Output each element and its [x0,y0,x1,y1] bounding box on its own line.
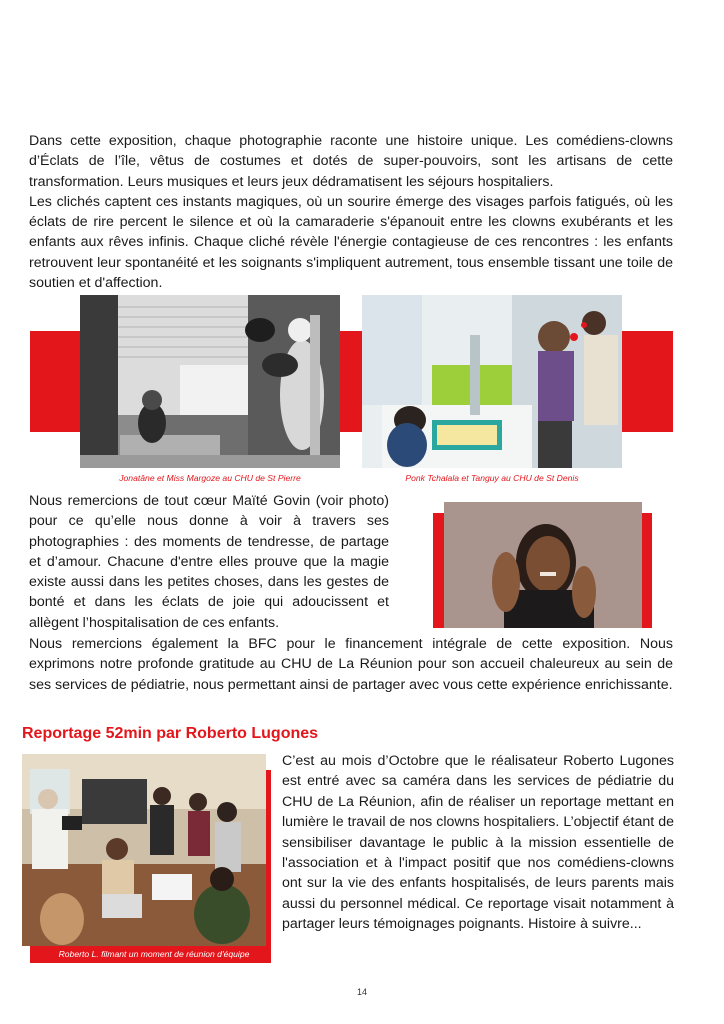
photo-reportage-meeting-image [22,754,266,946]
photo-clowns-st-pierre [80,295,340,468]
caption-left-photo: Jonatâne et Miss Margoze au CHU de St Pierre [119,473,301,483]
intro-paragraph-1: Dans cette exposition, chaque photographie raconte une histoire unique. Les comédiens-clowns d’Éclats de l’île, vêtus de costumes et dotés de super-pouvoirs, sont les artisans de cette transformation. Leurs musiques et leurs jeux dédramatisent les séjours hospitaliers. [29,133,673,190]
red-band-left [30,331,80,432]
photo-clowns-st-denis [362,295,622,468]
photo-maite-govin [444,502,642,628]
photo-reportage-meeting [22,754,266,946]
reportage-paragraph: C’est au mois d’Octobre que le réalisateur Roberto Lugones est entré avec sa caméra dans les services de pédiatrie du CHU de La Réunion, afin de réaliser un reportage mettant en lumière le travail de nos clowns hospitaliers. L’objectif étant de sensibiliser davantage le public à la mission essentielle de l'association et à l'impact positif que nos comédiens-clowns ont sur la vie des enfants hospitalisés, de leurs parents mais aussi du personnel médical. Ce reportage visait notamment à partager leurs témoignages poignants. Histoire à suivre... [282,753,674,933]
red-band-middle [340,331,362,432]
photo-maite-govin-image [444,502,642,628]
thanks-section-2 [29,634,673,695]
photo-clowns-st-pierre-image [80,295,340,468]
thanks-paragraph-2: Nous remercions également la BFC pour le financement intégrale de cette exposition. Nous exprimons notre profonde gratitude au CHU de La Réunion pour son accueil chaleureux au sein de ses services de pédiatrie, nous permettant ainsi de partager avec vous cette expérience enrichissante. [29,636,673,693]
caption-right-photo: Ponk Tchalala et Tanguy au CHU de St Denis [405,473,579,483]
reportage-section [282,751,674,935]
intro-paragraph-2: Les clichés captent ces instants magiques, où un sourire émerge des visages parfois fatigués, où les éclats de rire percent le silence et où la camaraderie s'épanouit entre les clowns exubérants et les enfants aux rêves infinis. Chaque cliché révèle l'énergie contagieuse de ces rencontres : les enfants retrouvent leur spontanéité et les soignants s'impliquent autrement, tous ensemble tissant une toile de soutien et d'affection. [29,193,673,292]
thanks-paragraph-1: Nous remercions de tout cœur Maïté Govin (voir photo) pour ce qu’elle nous donne à voir à travers ses photographies : des moments de tendresse, de partage et d’amour. Chacune d'entre elles prouve que la magie existe aussi dans les petites choses, dans les gestes de bonté et dans les éclats de joie qui adoucissent et allègent l’hospitalisation de ces enfants. [29,493,389,631]
thanks-section [29,491,389,633]
caption-reportage-photo: Roberto L. filmant un moment de réunion d'équipe [58,949,250,959]
intro-section [29,131,673,293]
page-number: 14 [356,987,367,997]
photo-clowns-st-denis-image [362,295,622,468]
red-band-right [622,331,673,432]
reportage-heading: Reportage 52min par Roberto Lugones [22,725,319,742]
